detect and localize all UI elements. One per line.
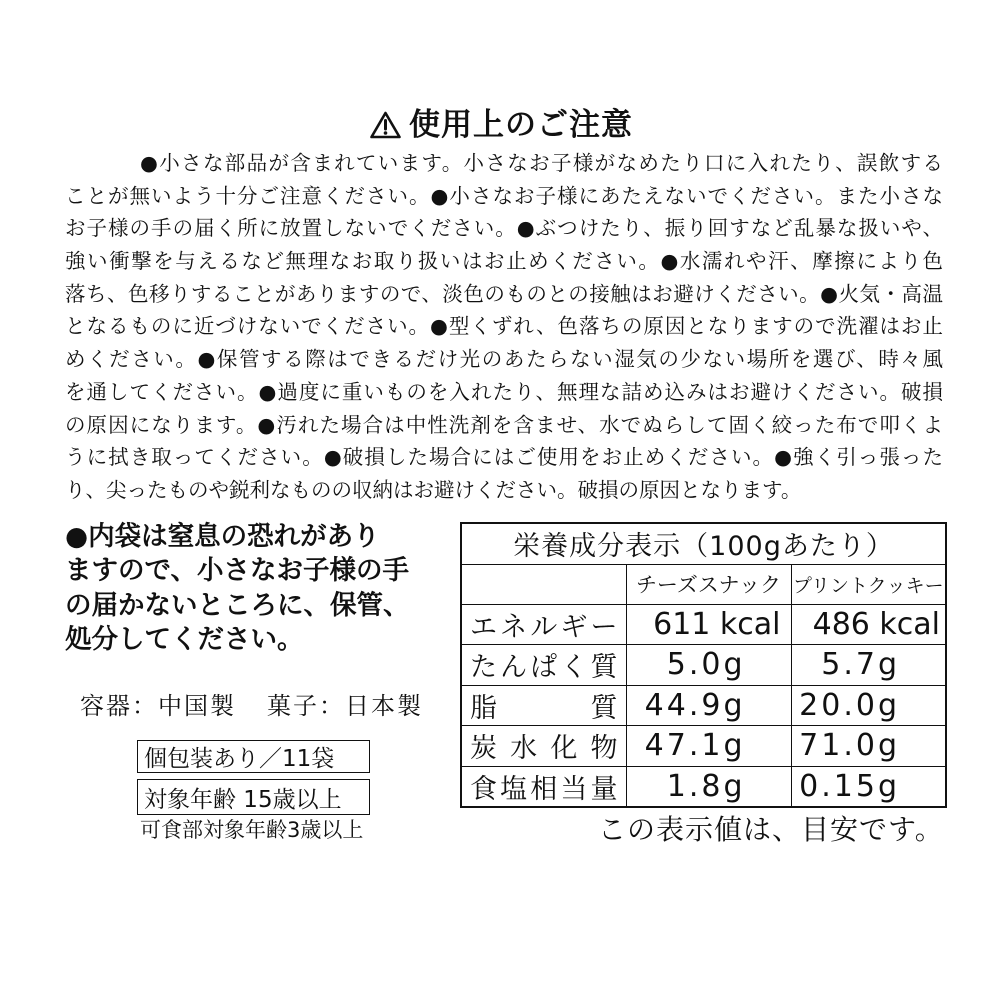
carbohydrate-label: 炭水化物 bbox=[461, 726, 626, 767]
energy-value-print-cookie: 486 kcal bbox=[791, 604, 946, 645]
nutrition-row-salt bbox=[461, 766, 946, 807]
nutrition-row-energy bbox=[461, 604, 946, 645]
nutrition-table bbox=[460, 522, 947, 808]
caution-line: 落ち、色移りすることがありますので、淡色のものとの接触はお避けください。●火気・高温 bbox=[65, 281, 943, 306]
salt-equivalent-label: 食塩相当量 bbox=[461, 766, 626, 807]
fat-value-cheese-snack: 44.9g bbox=[626, 685, 791, 726]
nutrition-title-row bbox=[461, 523, 946, 564]
caution-line: めください。●保管する際はできるだけ光のあたらない湿気の少ない場所を選び、時々風 bbox=[65, 347, 943, 372]
edible-part-age: 可食部対象年齢3歳以上 bbox=[140, 818, 364, 842]
nutrition-product-header-row bbox=[461, 564, 946, 604]
target-age-text: 対象年齢 15歳以上 bbox=[144, 786, 342, 813]
suffocation-warning-line: ●内袋は窒息の恐れがあり bbox=[65, 521, 380, 552]
carbohydrate-value-print-cookie: 71.0g bbox=[791, 726, 946, 767]
carbohydrate-value-cheese-snack: 47.1g bbox=[626, 726, 791, 767]
caution-line: 強い衝撃を与えるなど無理なお取り扱いはお止めください。●水濡れや汗、摩擦により色 bbox=[65, 249, 943, 274]
protein-value-print-cookie: 5.7g bbox=[791, 645, 946, 686]
product-header-cheese-snack: チーズスナック bbox=[626, 564, 791, 604]
suffocation-warning-line: ますので、小さなお子様の手 bbox=[65, 555, 409, 587]
salt-value-cheese-snack: 1.8g bbox=[626, 766, 791, 807]
nutrition-row-fat bbox=[461, 685, 946, 726]
caution-heading bbox=[370, 105, 633, 145]
caution-line: を通してください。●過度に重いものを入れたり、無理な詰め込みはお避けください。破損 bbox=[65, 379, 943, 404]
product-header-print-cookie: プリントクッキー bbox=[791, 564, 946, 604]
nutrition-row-carbohydrate bbox=[461, 726, 946, 767]
confection-origin: 菓子：日本製 bbox=[267, 692, 423, 720]
suffocation-warning bbox=[65, 520, 435, 657]
individual-wrap-box bbox=[137, 740, 370, 773]
caution-title: 使用上のご注意 bbox=[409, 107, 633, 143]
caution-line: お子様の手の届く所に放置しないでください。●ぶつけたり、振り回すなど乱暴な扱いや、 bbox=[65, 216, 943, 241]
caution-text bbox=[65, 147, 943, 507]
container-origin: 容器：中国製 bbox=[80, 692, 236, 720]
target-age-box bbox=[137, 779, 370, 815]
nutrition-row-protein bbox=[461, 645, 946, 686]
energy-value-cheese-snack: 611 kcal bbox=[626, 604, 791, 645]
fat-value-print-cookie: 20.0g bbox=[791, 685, 946, 726]
fat-label: 脂質 bbox=[461, 685, 626, 726]
protein-label: たんぱく質 bbox=[461, 645, 626, 686]
caution-line: うに拭き取ってください。●破損した場合にはご使用をお止めください。●強く引っ張った bbox=[65, 445, 943, 470]
caution-line: り、尖ったものや鋭利なものの収納はお避けください。破損の原因となります。 bbox=[65, 477, 802, 502]
suffocation-warning-line: 処分してください。 bbox=[65, 623, 304, 655]
caution-line: ●小さな部品が含まれています。小さなお子様がなめたり口に入れたり、誤飲する bbox=[140, 151, 943, 175]
caution-line: となるものに近づけないでください。●型くずれ、色落ちの原因となりますので洗濯はお止 bbox=[65, 314, 943, 339]
nutrition-note: この表示値は、目安です。 bbox=[598, 814, 944, 846]
individual-wrap-text: 個包装あり／11袋 bbox=[144, 746, 335, 772]
caution-line: ことが無いよう十分ご注意ください。●小さなお子様にあたえないでください。また小さな bbox=[65, 183, 943, 208]
warning-triangle-icon bbox=[370, 111, 401, 139]
energy-label: エネルギー bbox=[461, 604, 626, 645]
empty-header-cell bbox=[461, 564, 626, 604]
protein-value-cheese-snack: 5.0g bbox=[626, 645, 791, 686]
salt-value-print-cookie: 0.15g bbox=[791, 766, 946, 807]
caution-line: の原因になります。●汚れた場合は中性洗剤を含ませ、水でぬらして固く絞った布で叩くよ bbox=[65, 412, 943, 437]
nutrition-title: 栄養成分表示（100gあたり） bbox=[461, 523, 946, 564]
suffocation-warning-line: の届かないところに、保管、 bbox=[65, 589, 410, 621]
